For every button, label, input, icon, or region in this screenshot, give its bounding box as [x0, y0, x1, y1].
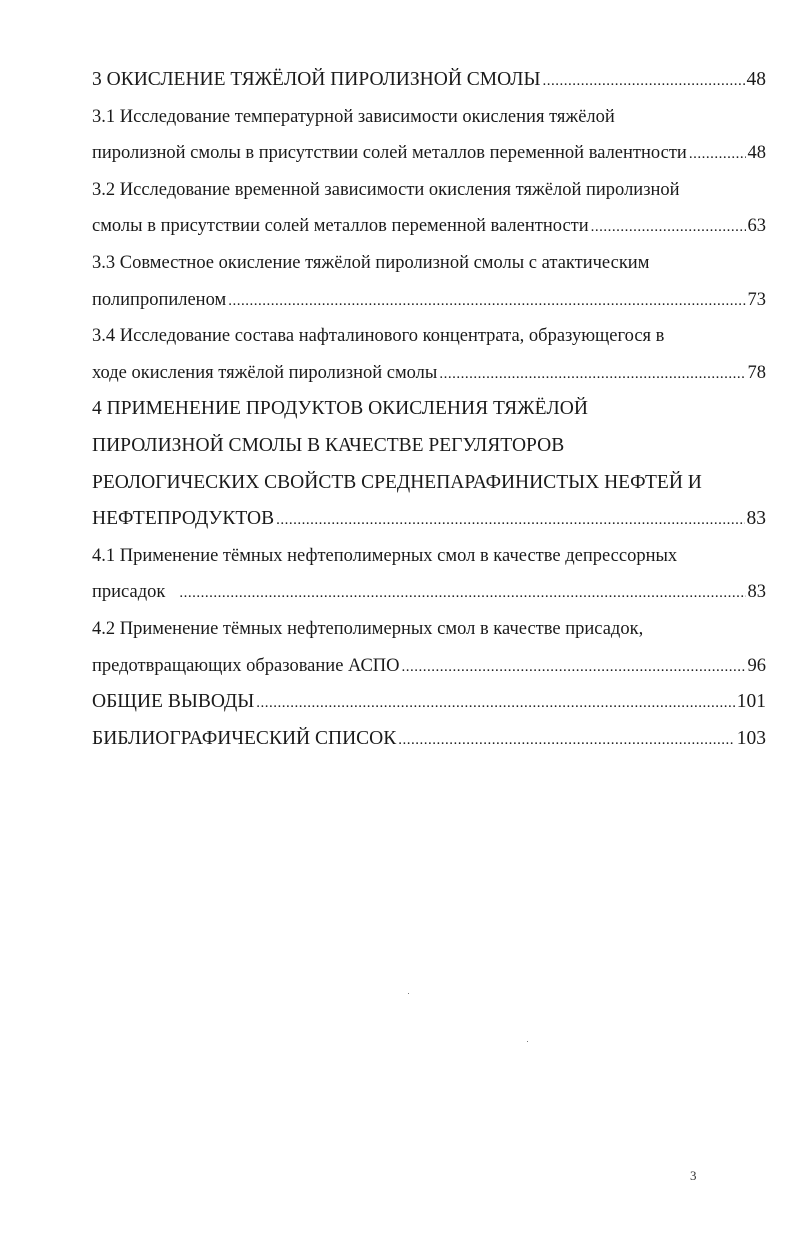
dot-leader	[398, 722, 735, 759]
dot-leader	[591, 209, 746, 246]
toc-entry-title: 4.2 Применение тёмных нефтеполимерных смол в качестве присадок,	[92, 618, 644, 639]
toc-entry-chapter-4[interactable]	[92, 391, 766, 537]
toc-entry-title-continuation: предотвращающих образование АСПО	[92, 655, 400, 676]
toc-entry-line	[92, 684, 766, 721]
toc-entry-title-continuation: полипропиленом	[92, 289, 227, 310]
toc-entry-title: БИБЛИОГРАФИЧЕСКИЙ СПИСОК	[92, 727, 397, 749]
dot-leader	[689, 136, 746, 173]
toc-entry-title: 3 ОКИСЛЕНИЕ ТЯЖЁЛОЙ ПИРОЛИЗНОЙ СМОЛЫ	[92, 69, 541, 90]
toc-entry-title: 4 ПРИМЕНЕНИЕ ПРОДУКТОВ ОКИСЛЕНИЯ ТЯЖЁЛОЙ	[92, 398, 588, 420]
toc-entry-title: 3.4 Исследование состава нафталинового концентрата, образующегося в	[92, 326, 665, 347]
toc-entry-line	[92, 172, 766, 209]
toc-entry-title: ОБЩИЕ ВЫВОДЫ	[92, 691, 255, 713]
toc-entry-line	[92, 538, 766, 575]
toc-page-number: 96	[747, 655, 766, 676]
toc-page-number: 63	[747, 216, 766, 237]
toc-entry-title-continuation: ходе окисления тяжёлой пиролизной смолы	[92, 362, 438, 383]
toc-entry-title: 3.3 Совместное окисление тяжёлой пиролизной смолы с атактическим	[92, 252, 650, 273]
toc-entry-general-conclusions[interactable]	[92, 684, 766, 721]
toc-page-number: 78	[747, 362, 766, 383]
toc-entry-section-3-1[interactable]	[92, 99, 766, 172]
toc-entry-bibliography[interactable]	[92, 721, 766, 758]
toc-entry-section-4-2[interactable]	[92, 611, 766, 684]
toc-entry-section-4-1[interactable]	[92, 538, 766, 611]
toc-entry-line	[92, 721, 766, 758]
toc-entry-line	[92, 208, 766, 245]
toc-entry-title-continuation: пиролизной смолы в присутствии солей металлов переменной валентности	[92, 143, 687, 164]
dot-leader	[542, 63, 744, 100]
toc-entry-chapter-3[interactable]	[92, 62, 766, 99]
toc-entry-line	[92, 465, 766, 502]
page-number: 3	[690, 1168, 697, 1183]
toc-page-number: 48	[747, 143, 766, 164]
toc-entry-line	[92, 574, 766, 611]
dot-leader	[228, 283, 745, 320]
toc-entry-title: 3.1 Исследование температурной зависимости окисления тяжёлой	[92, 106, 615, 127]
toc-entry-title-continuation: ПИРОЛИЗНОЙ СМОЛЫ В КАЧЕСТВЕ РЕГУЛЯТОРОВ	[92, 434, 565, 456]
toc-entry-line	[92, 611, 766, 648]
toc-entry-line	[92, 428, 766, 465]
toc-page-number: 83	[746, 508, 766, 530]
dot-leader	[402, 649, 746, 686]
toc-entry-title: 3.2 Исследование временной зависимости окисления тяжёлой пиролизной	[92, 179, 680, 200]
toc-page-number: 101	[736, 691, 766, 713]
toc-entry-title-continuation: присадок	[92, 582, 166, 603]
toc-entry-line	[92, 282, 766, 319]
toc-page-number: 48	[746, 69, 766, 90]
toc-entry-title-continuation: смолы в присутствии солей металлов переменной валентности	[92, 216, 589, 237]
dot-leader	[256, 685, 734, 722]
toc-entry-line	[92, 62, 766, 99]
toc-entry-line	[92, 99, 766, 136]
toc-entry-line	[92, 135, 766, 172]
dot-leader	[179, 575, 745, 612]
toc-entry-section-3-2[interactable]	[92, 172, 766, 245]
toc-entry-section-3-4[interactable]	[92, 318, 766, 391]
table-of-contents	[92, 62, 766, 757]
toc-entry-line	[92, 245, 766, 282]
toc-entry-line	[92, 648, 766, 685]
toc-entry-line	[92, 391, 766, 428]
toc-entry-title-continuation: НЕФТЕПРОДУКТОВ	[92, 508, 275, 530]
toc-entry-line	[92, 318, 766, 355]
toc-entry-line	[92, 501, 766, 538]
toc-entry-line	[92, 355, 766, 392]
toc-page-number: 73	[747, 289, 766, 310]
scan-speck	[527, 1041, 528, 1042]
toc-page-number: 103	[736, 727, 766, 749]
toc-page-number: 83	[747, 582, 766, 603]
scan-speck	[408, 993, 409, 994]
toc-entry-section-3-3[interactable]	[92, 245, 766, 318]
toc-entry-title: 4.1 Применение тёмных нефтеполимерных смол в качестве депрессорных	[92, 545, 678, 566]
toc-entry-title-continuation: РЕОЛОГИЧЕСКИХ СВОЙСТВ СРЕДНЕПАРАФИНИСТЫХ НЕФТЕЙ И	[92, 471, 702, 493]
dot-leader	[439, 356, 745, 393]
dot-leader	[276, 502, 744, 539]
